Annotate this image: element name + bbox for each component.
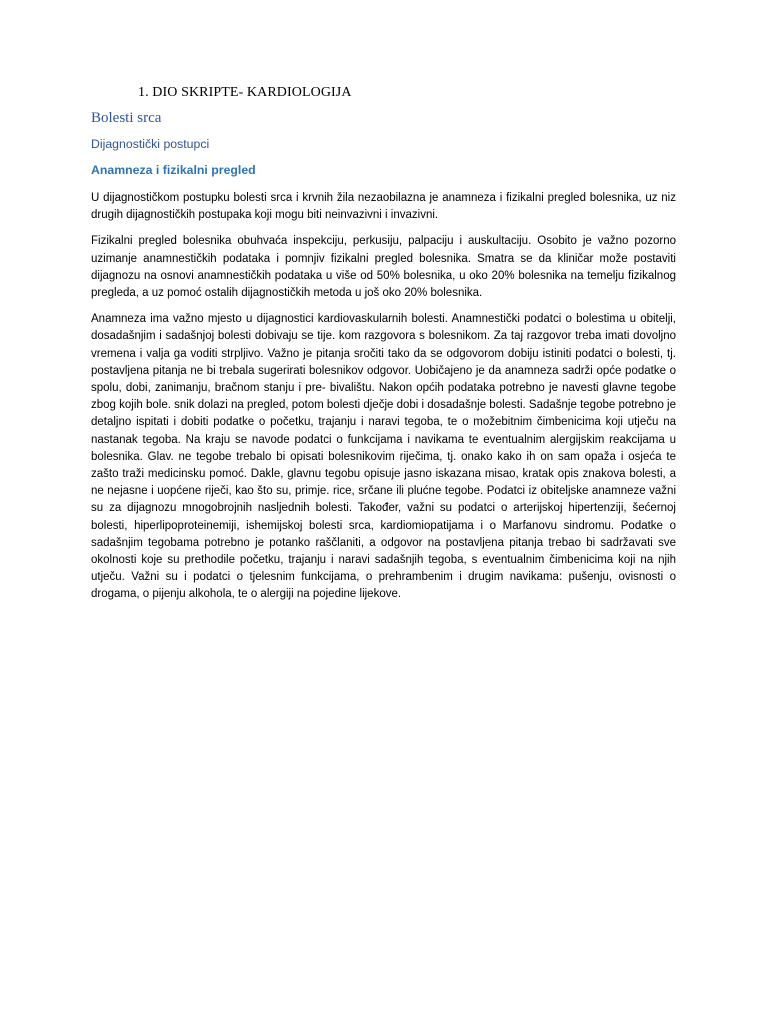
paragraph: Anamneza ima važno mjesto u dijagnostici kardiovaskularnih bolesti. Anamnestički podatci o bolestima u obitelji, dosadašnjim i sadašnjoj bolesti dobivaju se tije. kom razgovora s bolesnikom. Za taj razgovor treba imati dovoljno vremena i valja ga voditi strpljivo. Važno je pitanja sročiti tako da se odgovorom dobiju istiniti podatci o bolesti, tj. postavljena pitanja ne bi trebala sugerirati bolesnikov odgovor. Uobičajeno je da anamneza sadrži opće podatke o spolu, dobi, zanimanju, bračnom stanju i pre- bivalištu. Nakon općih podataka potrebno je navesti glavne tegobe zbog kojih bole. snik dolazi na pregled, potom bolesti dječje dobi i dosadašnje bolesti. Sadašnje tegobe potrebno je detaljno ispitati i dobiti podatke o početku, trajanju i naravi tegoba, te o možebitnim čimbenicima koji utječu na nastanak tegoba. Na kraju se navode podatci o funkcijama i navikama te eventualnim alergijskim reakcijama u bolesnika. Glav. ne tegobe trebalo bi opisati bolesnikovim riječima, tj. onako kako ih on sam opaža i osjeća te zašto traži medicinsku pomoć. Dakle, glavnu tegobu opisuje jasno iskazana misao, kratak opis znakova bolesti, a ne nejasne i uopćene riječi, kao što su, primje. rice, srčane ili plućne tegobe. Podatci iz obiteljske anamneze važni su za dijagnozu mnogobrojnih nasljednih bolesti. Također, važni su podatci o arterijskoj hipertenziji, šećernoj bolesti, hiperlipoproteinemiji, ishemijskoj bolesti srca, kardiomiopatijama i o Marfanovu sindromu. Podatke o sadašnjim tegobama potrebno je potanko raščlaniti, a odgovor na postavljena pitanja trebao bi sadržavati sve okolnosti koje su prethodile početku, trajanju i naravi sadašnjih tegoba, s eventualnim čimbenicima koji na njih utječu. Važni su i podatci o tjelesnim funkcijama, o prehrambenim i drugim navikama: pušenju, ovisnosti o drogama, o pijenju alkohola, te o alergiji na pojedine lijekove. bbox=[91, 313, 676, 601]
topic-heading: Anamneza i fizikalni pregled bbox=[91, 163, 256, 177]
document-title: 1. DIO SKRIPTE- KARDIOLOGIJA bbox=[138, 85, 352, 100]
section-heading: Bolesti srca bbox=[91, 110, 162, 126]
paragraph: U dijagnostičkom postupku bolesti srca i krvnih žila nezaobilazna je anamneza i fizikalni pregled bolesnika, uz niz drugih dijagnostičkih postupaka koji mogu biti neinvazivni i invazivni. bbox=[91, 192, 676, 222]
document-body bbox=[91, 190, 676, 613]
paragraph: Fizikalni pregled bolesnika obuhvaća inspekciju, perkusiju, palpaciju i auskultaciju. Osobito je važno pozorno uzimanje anamnestičkih podataka i pomnjiv fizikalni pregled bolesnika. Smatra se da kliničar može postaviti dijagnozu na osnovi anamnestičkih podataka u više od 50% bolesnika, u oko 20% bolesnika na temelju fizikalnog pregleda, a uz pomoć ostalih dijagnostičkih metoda u još oko 20% bolesnika. bbox=[91, 235, 676, 300]
subsection-heading: Dijagnostički postupci bbox=[91, 137, 210, 151]
